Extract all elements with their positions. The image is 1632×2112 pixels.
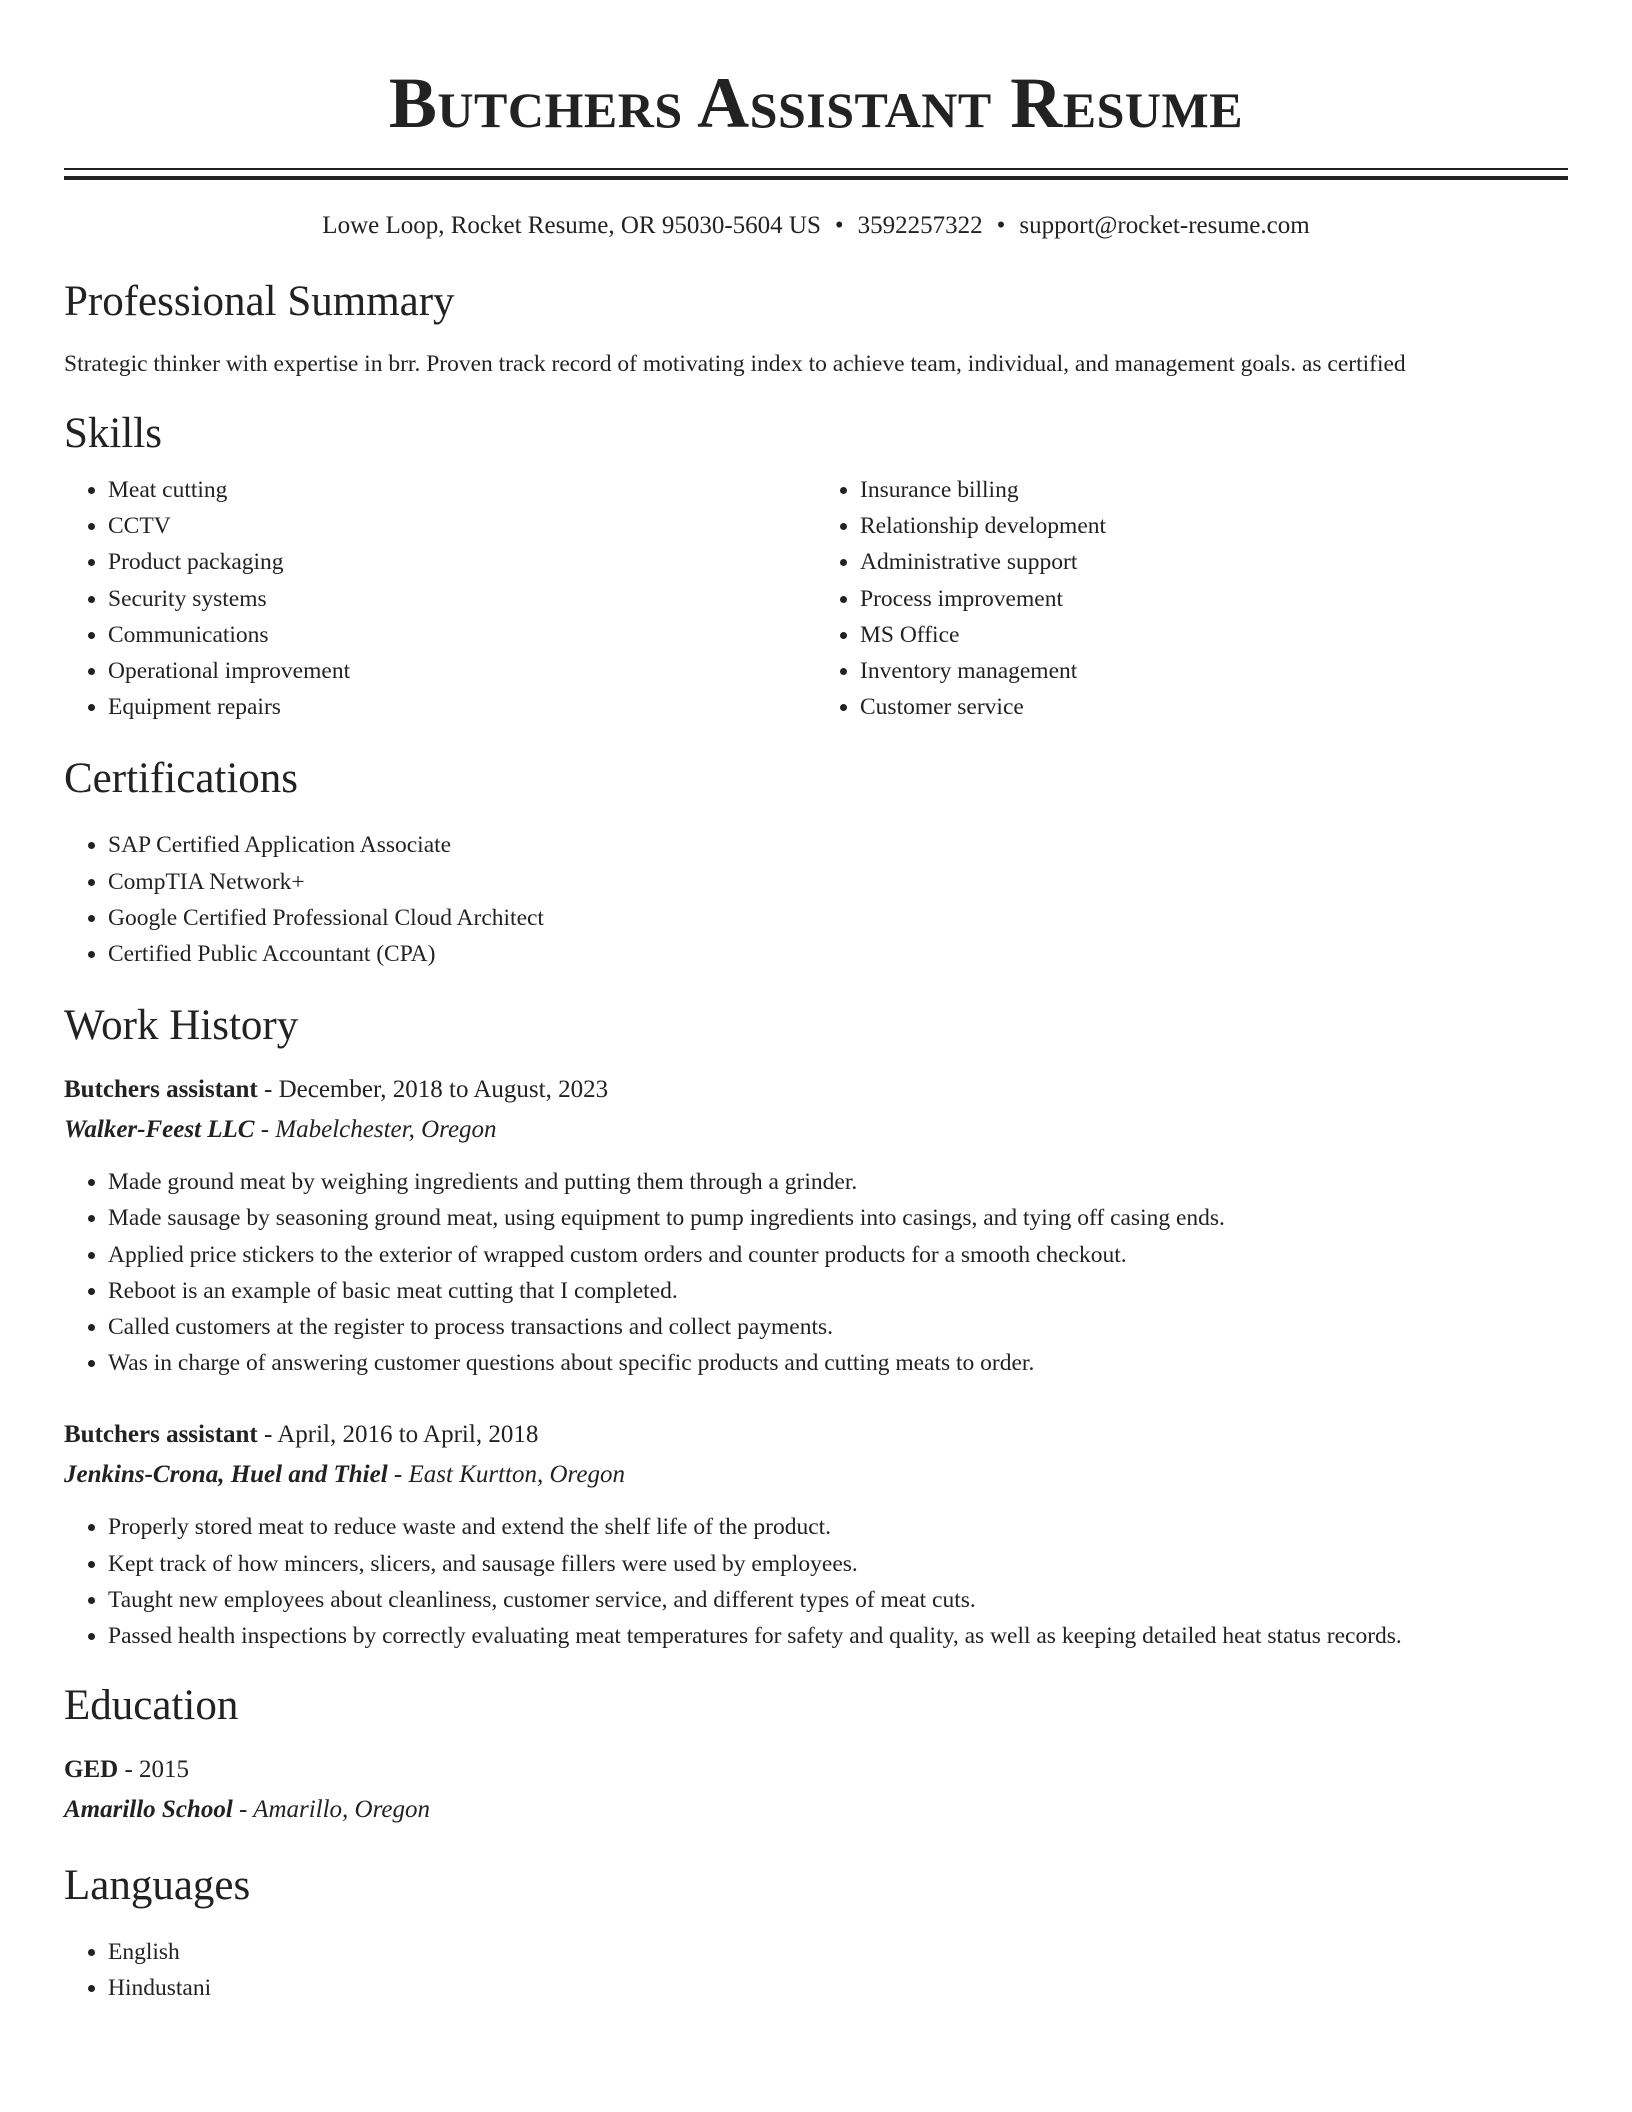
summary-text: Strategic thinker with expertise in brr. Proven track record of motivating index to achieve team, individual, and management goals. as certified: [64, 351, 1406, 377]
languages-list: [64, 1934, 1568, 2006]
skill-item: • Product packaging: [108, 544, 816, 580]
job-dates: - December, 2018 to August, 2023: [257, 1076, 609, 1104]
job-location: - East Kurtton, Oregon: [387, 1461, 625, 1489]
languages-heading: Languages: [64, 1862, 251, 1910]
skill-item: • Meat cutting: [108, 472, 816, 508]
skill-item: • Customer service: [860, 689, 1568, 725]
divider-thin-line: [64, 168, 1568, 170]
skills-heading: Skills: [64, 410, 162, 457]
contact-separator: •: [834, 212, 844, 239]
education-location: - Amarillo, Oregon: [232, 1796, 431, 1824]
education-school-line: [64, 1790, 1568, 1830]
job-bullet: • Kept track of how mincers, slicers, and sausage fillers were used by employees.: [108, 1546, 1568, 1582]
skill-item: • Process improvement: [860, 581, 1568, 617]
education-school: Amarillo School: [64, 1796, 233, 1824]
contact-phone: 3592257322: [857, 212, 983, 239]
job-entry: [64, 1070, 1568, 1381]
job-bullet: • Made sausage by seasoning ground meat, using equipment to pump ingredients into casings, and tying off casing ends.: [108, 1200, 1568, 1236]
resume-title: Butchers Assistant Resume: [388, 63, 1244, 143]
skill-item: • Equipment repairs: [108, 689, 816, 725]
skill-item: • CCTV: [108, 508, 816, 544]
work-history-heading: Work History: [64, 1002, 299, 1050]
job-bullet: • Applied price stickers to the exterior of wrapped custom orders and counter products for a smooth checkout.: [108, 1237, 1568, 1273]
job-company: Walker-Feest LLC: [64, 1116, 255, 1144]
contact-separator: •: [996, 212, 1006, 239]
job-title-line: [64, 1415, 1568, 1455]
education-degree: GED: [64, 1756, 119, 1784]
skills-list-left: [64, 472, 816, 725]
skills-list-right: [816, 472, 1568, 725]
job-bullet: • Reboot is an example of basic meat cutting that I completed.: [108, 1273, 1568, 1309]
job-company-line: [64, 1455, 1568, 1495]
education-degree-line: [64, 1750, 1568, 1790]
skill-item: • Inventory management: [860, 653, 1568, 689]
job-title: Butchers assistant: [64, 1421, 258, 1449]
job-location: - Mabelchester, Oregon: [254, 1116, 497, 1144]
skill-item: • Communications: [108, 617, 816, 653]
job-bullets: [64, 1164, 1568, 1381]
contact-email: support@rocket-resume.com: [1019, 212, 1310, 239]
summary-heading: Professional Summary: [64, 278, 455, 325]
job-company-line: [64, 1110, 1568, 1150]
divider-thick-line: [64, 176, 1568, 180]
certification-item: • CompTIA Network+: [108, 864, 1568, 900]
title-divider: [64, 168, 1568, 180]
certifications-heading: Certifications: [64, 755, 299, 803]
job-bullet: • Was in charge of answering customer questions about specific products and cutting meats to order.: [108, 1345, 1568, 1381]
job-bullet: • Passed health inspections by correctly evaluating meat temperatures for safety and quality, as well as keeping detailed heat status records.: [108, 1618, 1568, 1654]
job-bullets: [64, 1509, 1568, 1654]
skill-item: • Administrative support: [860, 544, 1568, 580]
job-bullet: • Taught new employees about cleanliness, customer service, and different types of meat cuts.: [108, 1582, 1568, 1618]
skill-item: • Operational improvement: [108, 653, 816, 689]
skill-item: • Security systems: [108, 581, 816, 617]
job-title-line: [64, 1070, 1568, 1110]
education-year: - 2015: [118, 1756, 190, 1784]
contact-line: [64, 210, 1568, 242]
certification-item: • SAP Certified Application Associate: [108, 827, 1568, 863]
contact-address: Lowe Loop, Rocket Resume, OR 95030-5604 US: [322, 212, 821, 239]
job-title: Butchers assistant: [64, 1076, 258, 1104]
skill-item: • Relationship development: [860, 508, 1568, 544]
job-bullet: • Properly stored meat to reduce waste and extend the shelf life of the product.: [108, 1509, 1568, 1545]
language-item: • Hindustani: [108, 1970, 1568, 2006]
skill-item: • MS Office: [860, 617, 1568, 653]
job-dates: - April, 2016 to April, 2018: [257, 1421, 539, 1449]
certification-item: • Certified Public Accountant (CPA): [108, 936, 1568, 972]
skills-grid: [64, 472, 1568, 725]
education-heading: Education: [64, 1682, 239, 1730]
job-bullet: • Called customers at the register to process transactions and collect payments.: [108, 1309, 1568, 1345]
language-item: • English: [108, 1934, 1568, 1970]
job-company: Jenkins-Crona, Huel and Thiel: [64, 1461, 388, 1489]
certification-item: • Google Certified Professional Cloud Architect: [108, 900, 1568, 936]
skill-item: • Insurance billing: [860, 472, 1568, 508]
job-bullet: • Made ground meat by weighing ingredients and putting them through a grinder.: [108, 1164, 1568, 1200]
certifications-list: [64, 827, 1568, 972]
job-entry: [64, 1415, 1568, 1654]
